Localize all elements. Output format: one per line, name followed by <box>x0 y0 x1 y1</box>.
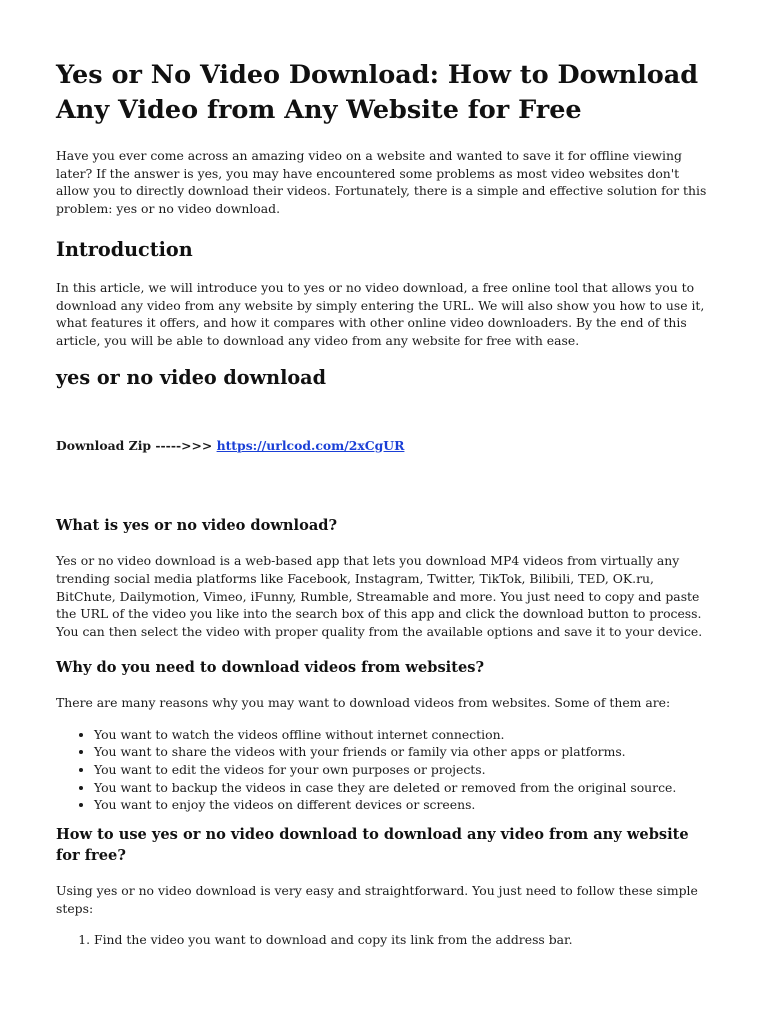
steps-list <box>56 931 716 949</box>
list-item: • You want to enjoy the videos on different devices or screens. <box>94 796 716 814</box>
list-item: • You want to edit the videos for your own purposes or projects. <box>94 761 716 779</box>
what-is-heading: What is yes or no video download? <box>56 517 338 535</box>
why-heading: Why do you need to download videos from websites? <box>56 658 485 676</box>
download-link[interactable]: https://urlcod.com/2xCgUR <box>216 437 405 453</box>
list-item: • You want to watch the videos offline without internet connection. <box>94 726 716 744</box>
article-body <box>56 58 716 949</box>
reasons-list <box>56 726 716 815</box>
download-line <box>56 437 716 455</box>
why-paragraph: There are many reasons why you may want to download videos from websites. Some of them are: <box>56 694 671 710</box>
yes-or-no-heading: yes or no video download <box>56 365 327 389</box>
list-item: • You want to share the videos with your friends or family via other apps or platforms. <box>94 743 716 761</box>
introduction-paragraph: In this article, we will introduce you to yes or no video download, a free online tool that allows you to download any video from any website by simply entering the URL. We will also show you how to use it, what features it offers, and how it compares with other online video downloaders. By the end of this article, you will be able to download any video from any website for free with ease. <box>56 279 705 348</box>
intro-paragraph: Have you ever come across an amazing video on a website and wanted to save it for offline viewing later? If the answer is yes, you may have encountered some problems as most video websites don't allow you to directly download their videos. Fortunately, there is a simple and effective solution for this problem: yes or no video download. <box>56 148 707 217</box>
how-to-paragraph: Using yes or no video download is very easy and straightforward. You just need to follow these simple steps: <box>56 883 698 916</box>
what-is-paragraph: Yes or no video download is a web-based app that lets you download MP4 videos from virtually any trending social media platforms like Facebook, Instagram, Twitter, TikTok, Bilibili, TED, OK.ru, BitChute, Dailymotion, Vimeo, iFunny, Rumble, Streamable and more. You just need to copy and paste the URL of the video you like into the search box of this app and click the download button to process. You can then select the video with proper quality from the available options and save it to your device. <box>56 553 703 640</box>
page-title: Yes or No Video Download: How to Download Any Video from Any Website for Free <box>56 60 699 125</box>
step-item: 1. Find the video you want to download and copy its link from the address bar. <box>94 931 716 949</box>
list-item: • You want to backup the videos in case they are deleted or removed from the original source. <box>94 779 716 797</box>
download-label: Download Zip ----->>> <box>56 437 217 453</box>
introduction-heading: Introduction <box>56 237 193 261</box>
how-to-heading: How to use yes or no video download to download any video from any website for free? <box>56 826 689 864</box>
